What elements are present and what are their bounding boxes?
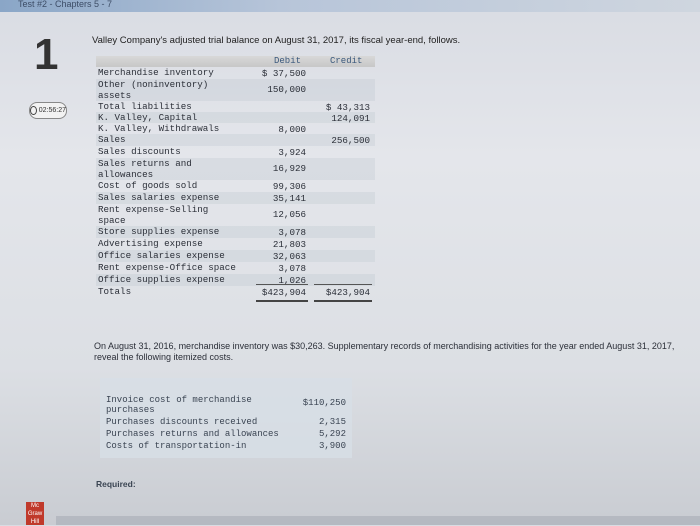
tab-title[interactable]: Test #2 - Chapters 5 - 7 xyxy=(18,0,113,9)
table-row xyxy=(96,180,375,192)
table-row xyxy=(96,238,375,250)
trial-balance-card xyxy=(88,56,378,326)
credit-cell: 256,500 xyxy=(331,135,370,146)
table-row xyxy=(96,226,375,238)
account-name: Rent expense-Selling space xyxy=(98,204,209,226)
supp-label-3: Costs of transportation-in xyxy=(106,441,247,451)
table-row xyxy=(96,262,375,274)
supp-value-3: 3,900 xyxy=(318,441,346,451)
table-row xyxy=(96,204,375,226)
account-name: K. Valley, Capital xyxy=(98,112,198,123)
table-row xyxy=(96,123,375,134)
question-intro: Valley Company's adjusted trial balance on August 31, 2017, its fiscal year-end, follows. xyxy=(92,35,461,46)
debit-double-rule xyxy=(256,300,308,302)
account-name: Sales salaries expense xyxy=(98,192,220,203)
table-row xyxy=(96,112,375,123)
table-body xyxy=(96,67,375,286)
credit-header: Credit xyxy=(330,56,363,66)
totals-row xyxy=(96,286,375,300)
debit-cell: 3,078 xyxy=(278,263,306,274)
account-name: Office salaries expense xyxy=(98,250,225,261)
supp-label-0: Invoice cost of merchandise purchases xyxy=(106,395,252,415)
credit-cell: 124,091 xyxy=(331,113,370,124)
debit-cell: 32,063 xyxy=(272,251,306,262)
debit-cell: 16,929 xyxy=(272,163,306,174)
credit-cell: $ 43,313 xyxy=(325,102,370,113)
supp-label-1: Purchases discounts received xyxy=(106,417,258,427)
publisher-logo: Mc Graw Hill xyxy=(27,503,43,525)
debit-cell: 35,141 xyxy=(272,193,306,204)
debit-cell: 3,924 xyxy=(278,147,306,158)
table-row xyxy=(96,158,375,180)
debit-cell: 99,306 xyxy=(272,181,306,192)
debit-cell: 3,078 xyxy=(278,227,306,238)
account-name: Sales xyxy=(98,134,126,145)
required-label: Required: xyxy=(96,479,136,489)
table-row xyxy=(96,192,375,204)
supplementary-costs-table xyxy=(100,378,352,458)
supplementary-paragraph: On August 31, 2016, merchandise inventory was $30,263. Supplementary records of merchandising activities for the year ended August 31, 2017, reveal the following itemized costs. xyxy=(94,341,675,362)
timer-text: 02:56:27 xyxy=(38,107,66,114)
account-name: Sales returns and allowances xyxy=(98,158,192,180)
account-name: Advertising expense xyxy=(98,238,203,249)
account-name: Total liabilities xyxy=(98,101,192,112)
clock-icon xyxy=(30,106,37,115)
timer-badge xyxy=(29,102,67,119)
totals-debit: $423,904 xyxy=(261,287,306,298)
account-name: Store supplies expense xyxy=(98,226,220,237)
debit-cell: 1,026 xyxy=(278,275,306,286)
question-number: 1 xyxy=(34,30,59,79)
debit-cell: 150,000 xyxy=(267,84,306,95)
totals-credit: $423,904 xyxy=(325,287,370,298)
footer-bar xyxy=(56,516,700,525)
totals-label: Totals xyxy=(98,286,132,297)
browser-tab-bar xyxy=(0,0,700,12)
table-header xyxy=(96,56,375,67)
trial-balance-table xyxy=(96,56,375,300)
account-name: Rent expense-Office space xyxy=(98,262,236,273)
account-name: Merchandise inventory xyxy=(98,67,214,78)
account-name: Cost of goods sold xyxy=(98,180,198,191)
debit-total-rule xyxy=(256,284,308,285)
credit-total-rule xyxy=(314,284,372,285)
debit-cell: $ 37,500 xyxy=(261,68,306,79)
supp-value-0: $110,250 xyxy=(302,398,346,408)
table-row xyxy=(96,146,375,158)
supp-value-1: 2,315 xyxy=(318,417,346,427)
debit-cell: 8,000 xyxy=(278,124,306,135)
account-name: K. Valley, Withdrawals xyxy=(98,123,220,134)
debit-header: Debit xyxy=(274,56,302,66)
credit-double-rule xyxy=(314,300,372,302)
table-row xyxy=(96,79,375,101)
account-name: Other (noninventory) assets xyxy=(98,79,209,101)
table-row xyxy=(96,250,375,262)
account-name: Office supplies expense xyxy=(98,274,225,285)
debit-cell: 21,803 xyxy=(272,239,306,250)
table-row xyxy=(96,67,375,79)
account-name: Sales discounts xyxy=(98,146,181,157)
table-row xyxy=(96,101,375,112)
supp-value-2: 5,292 xyxy=(318,429,346,439)
table-row xyxy=(96,134,375,146)
supp-label-2: Purchases returns and allowances xyxy=(106,429,279,439)
debit-cell: 12,056 xyxy=(272,209,306,220)
